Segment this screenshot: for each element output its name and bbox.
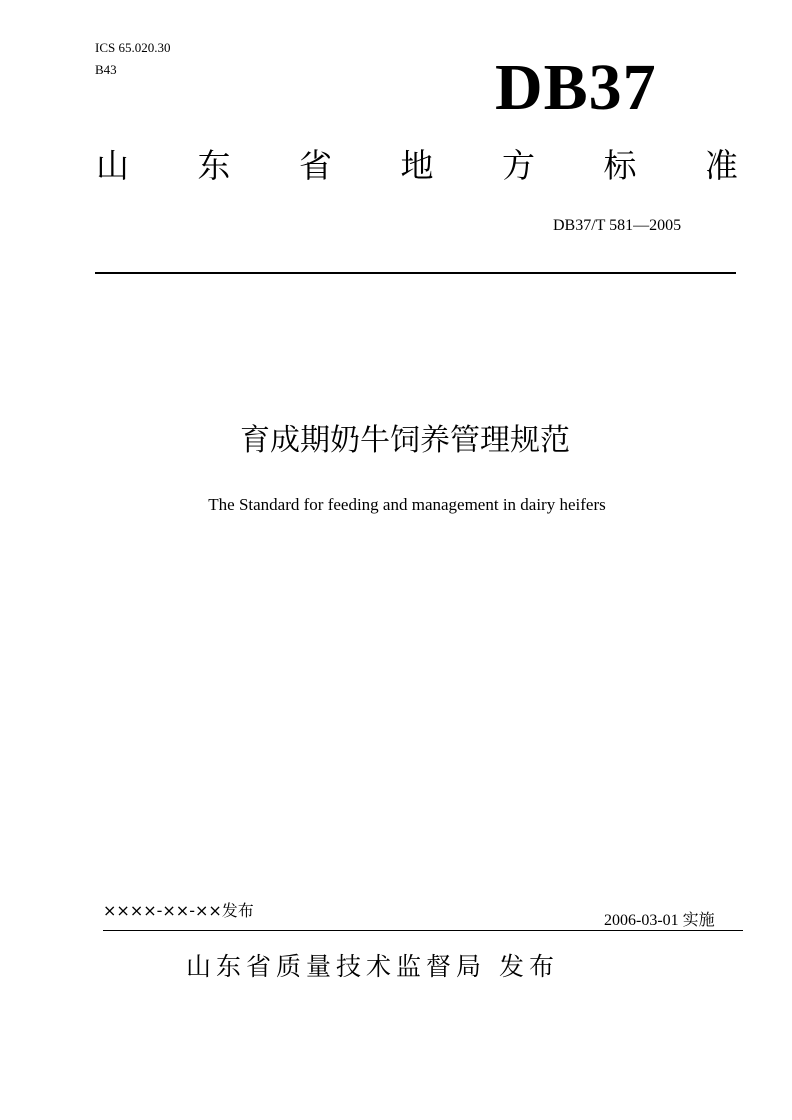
standard-type-char: 标 xyxy=(603,146,637,185)
db-mark: DB37 xyxy=(495,51,657,124)
implementation-date-line xyxy=(604,909,715,932)
implementation-label: 实施 xyxy=(682,910,715,929)
publisher: 山东省质量技术监督局 发布 xyxy=(186,952,559,981)
standard-type-heading xyxy=(96,146,738,186)
ics-code: ICS 65.020.30 xyxy=(95,40,171,55)
document-title-en: The Standard for feeding and management in dairy heifers xyxy=(208,495,606,514)
standard-type-char: 准 xyxy=(705,146,738,185)
standard-type-char: 东 xyxy=(197,146,231,185)
header-divider xyxy=(95,272,736,274)
issue-date: ××××-××-××发布 xyxy=(103,901,254,920)
standard-type-char: 山 xyxy=(96,146,129,185)
standard-type-char: 省 xyxy=(299,146,332,185)
classification-code: B43 xyxy=(95,62,117,77)
standard-type-char: 方 xyxy=(502,146,535,185)
standard-number: DB37/T 581—2005 xyxy=(553,217,682,234)
document-title-zh: 育成期奶牛饲养管理规范 xyxy=(240,423,570,458)
standard-type-char: 地 xyxy=(400,146,434,185)
footer-divider xyxy=(103,930,743,931)
implementation-date: 2006-03-01 xyxy=(604,912,679,929)
